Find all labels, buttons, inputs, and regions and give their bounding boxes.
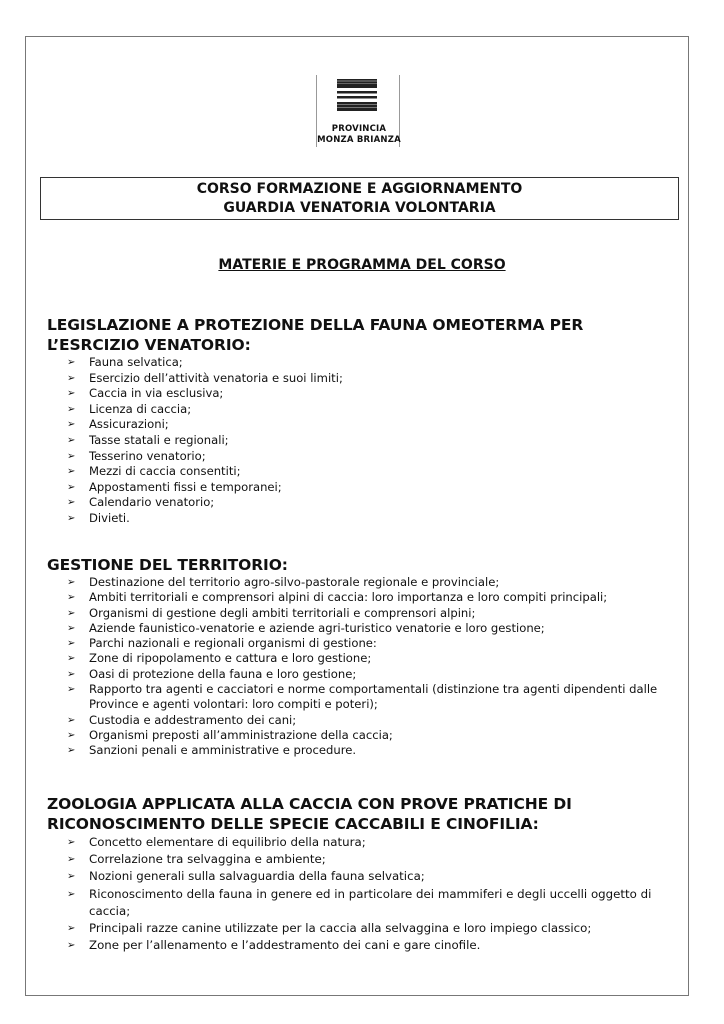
province-logo xyxy=(316,75,400,147)
arrow-bullet-icon: ➢ xyxy=(67,592,76,604)
list-item xyxy=(67,606,677,621)
program-subtitle: MATERIE E PROGRAMMA DEL CORSO xyxy=(218,257,506,273)
list-item xyxy=(67,667,677,682)
logo-line-1: PROVINCIA xyxy=(331,124,387,134)
list-item-text: Tasse statali e regionali; xyxy=(89,432,229,447)
list-item-text: Ambiti territoriali e comprensori alpini di caccia: loro importanza e loro compiti principali; xyxy=(89,590,608,605)
arrow-bullet-icon: ➢ xyxy=(67,638,76,650)
list-item xyxy=(67,636,677,651)
list-item xyxy=(67,868,677,885)
list-item-text: Organismi di gestione degli ambiti territoriali e comprensori alpini; xyxy=(89,605,476,620)
list-item xyxy=(67,511,677,527)
arrow-bullet-icon: ➢ xyxy=(67,940,76,952)
arrow-bullet-icon: ➢ xyxy=(67,653,76,665)
list-item-text: Divieti. xyxy=(89,510,130,525)
arrow-bullet-icon: ➢ xyxy=(67,403,76,415)
section-legislazione xyxy=(47,315,677,527)
list-item-text: Appostamenti fissi e temporanei; xyxy=(89,479,282,494)
section-heading: ZOOLOGIA APPLICATA ALLA CACCIA CON PROVE PRATICHE DI RICONOSCIMENTO DELLE SPECIE CACCABILI E CINOFILIA: xyxy=(47,795,572,833)
list-item xyxy=(67,682,677,713)
section-gestione-territorio xyxy=(47,555,677,759)
list-item xyxy=(67,651,677,666)
section-list xyxy=(47,355,677,527)
list-item-text: Licenza di caccia; xyxy=(89,401,192,416)
list-item-text: Sanzioni penali e amministrative e procedure. xyxy=(89,743,357,758)
arrow-bullet-icon: ➢ xyxy=(67,745,76,757)
arrow-bullet-icon: ➢ xyxy=(67,888,76,900)
arrow-bullet-icon: ➢ xyxy=(67,854,76,866)
arrow-bullet-icon: ➢ xyxy=(67,357,76,368)
arrow-bullet-icon: ➢ xyxy=(67,871,76,883)
arrow-bullet-icon: ➢ xyxy=(67,466,76,478)
list-item xyxy=(67,575,677,590)
arrow-bullet-icon: ➢ xyxy=(67,607,76,619)
course-title-line-1: CORSO FORMAZIONE E AGGIORNAMENTO xyxy=(196,181,523,197)
arrow-bullet-icon: ➢ xyxy=(67,419,76,431)
list-item xyxy=(67,621,677,636)
list-item-text: Concetto elementare di equilibrio della natura; xyxy=(89,835,366,849)
list-item-text: Caccia in via esclusiva; xyxy=(89,386,224,401)
section-list xyxy=(47,575,677,759)
list-item-text: Principali razze canine utilizzate per la caccia alla selvaggina e loro impiego classico; xyxy=(89,921,592,936)
logo-text xyxy=(317,124,401,146)
logo-line-2: MONZA BRIANZA xyxy=(317,135,401,145)
list-item xyxy=(67,728,677,743)
list-item xyxy=(67,743,677,758)
list-item xyxy=(67,449,677,465)
list-item xyxy=(67,417,677,433)
list-item-text: Aziende faunistico-venatorie e aziende agri-turistico venatorie e loro gestione; xyxy=(89,620,545,635)
arrow-bullet-icon: ➢ xyxy=(67,372,76,384)
list-item xyxy=(67,495,677,511)
list-item-text: Custodia e addestramento dei cani; xyxy=(89,712,297,727)
list-item xyxy=(67,713,677,728)
list-item-text: Riconoscimento della fauna in genere ed in particolare dei mammiferi e degli uccelli oggetto di caccia; xyxy=(89,886,652,918)
list-item-text: Zone di ripopolamento e cattura e loro gestione; xyxy=(89,651,372,666)
arrow-bullet-icon: ➢ xyxy=(67,684,76,696)
list-item xyxy=(67,834,677,851)
course-title-line-2: GUARDIA VENATORIA VOLONTARIA xyxy=(223,200,496,216)
list-item-text: Parchi nazionali e regionali organismi di gestione: xyxy=(89,636,377,651)
section-heading: GESTIONE DEL TERRITORIO: xyxy=(47,556,288,574)
course-title-box xyxy=(40,177,679,220)
list-item-text: Mezzi di caccia consentiti; xyxy=(89,464,241,479)
list-item xyxy=(67,886,677,920)
list-item xyxy=(67,355,677,371)
list-item xyxy=(67,464,677,480)
arrow-bullet-icon: ➢ xyxy=(67,668,76,680)
arrow-bullet-icon: ➢ xyxy=(67,923,76,935)
list-item-text: Tesserino venatorio; xyxy=(89,448,206,463)
list-item-text: Zone per l’allenamento e l’addestramento dei cani e gare cinofile. xyxy=(89,938,481,953)
list-item-text: Rapporto tra agenti e cacciatori e norme comportamentali (distinzione tra agenti dipendenti dalle Province e agenti volontari: loro compiti e poteri); xyxy=(89,682,658,712)
arrow-bullet-icon: ➢ xyxy=(67,577,76,588)
list-item-text: Nozioni generali sulla salvaguardia della fauna selvatica; xyxy=(89,869,425,884)
list-item xyxy=(67,371,677,387)
list-item-text: Esercizio dell’attività venatoria e suoi limiti; xyxy=(89,370,343,385)
arrow-bullet-icon: ➢ xyxy=(67,512,76,524)
list-item-text: Fauna selvatica; xyxy=(89,355,183,369)
list-item xyxy=(67,386,677,402)
section-list xyxy=(47,834,677,954)
list-item-text: Destinazione del territorio agro-silvo-pastorale regionale e provinciale; xyxy=(89,575,500,589)
list-item xyxy=(67,402,677,418)
arrow-bullet-icon: ➢ xyxy=(67,729,76,741)
list-item xyxy=(67,937,677,954)
list-item xyxy=(67,851,677,868)
list-item-text: Assicurazioni; xyxy=(89,417,169,432)
list-item-text: Correlazione tra selvaggina e ambiente; xyxy=(89,852,326,867)
section-heading: LEGISLAZIONE A PROTEZIONE DELLA FAUNA OMEOTERMA PER L’ESRCIZIO VENATORIO: xyxy=(47,316,584,354)
arrow-bullet-icon: ➢ xyxy=(67,481,76,493)
list-item-text: Organismi preposti all’amministrazione della caccia; xyxy=(89,727,393,742)
arrow-bullet-icon: ➢ xyxy=(67,450,76,462)
list-item-text: Calendario venatorio; xyxy=(89,495,215,510)
arrow-bullet-icon: ➢ xyxy=(67,622,76,634)
list-item xyxy=(67,480,677,496)
list-item xyxy=(67,920,677,937)
province-emblem-icon xyxy=(337,79,377,113)
arrow-bullet-icon: ➢ xyxy=(67,714,76,726)
list-item xyxy=(67,433,677,449)
arrow-bullet-icon: ➢ xyxy=(67,434,76,446)
arrow-bullet-icon: ➢ xyxy=(67,388,76,400)
arrow-bullet-icon: ➢ xyxy=(67,837,76,848)
list-item xyxy=(67,590,677,605)
arrow-bullet-icon: ➢ xyxy=(67,497,76,509)
list-item-text: Oasi di protezione della fauna e loro gestione; xyxy=(89,666,357,681)
section-zoologia xyxy=(47,794,677,954)
